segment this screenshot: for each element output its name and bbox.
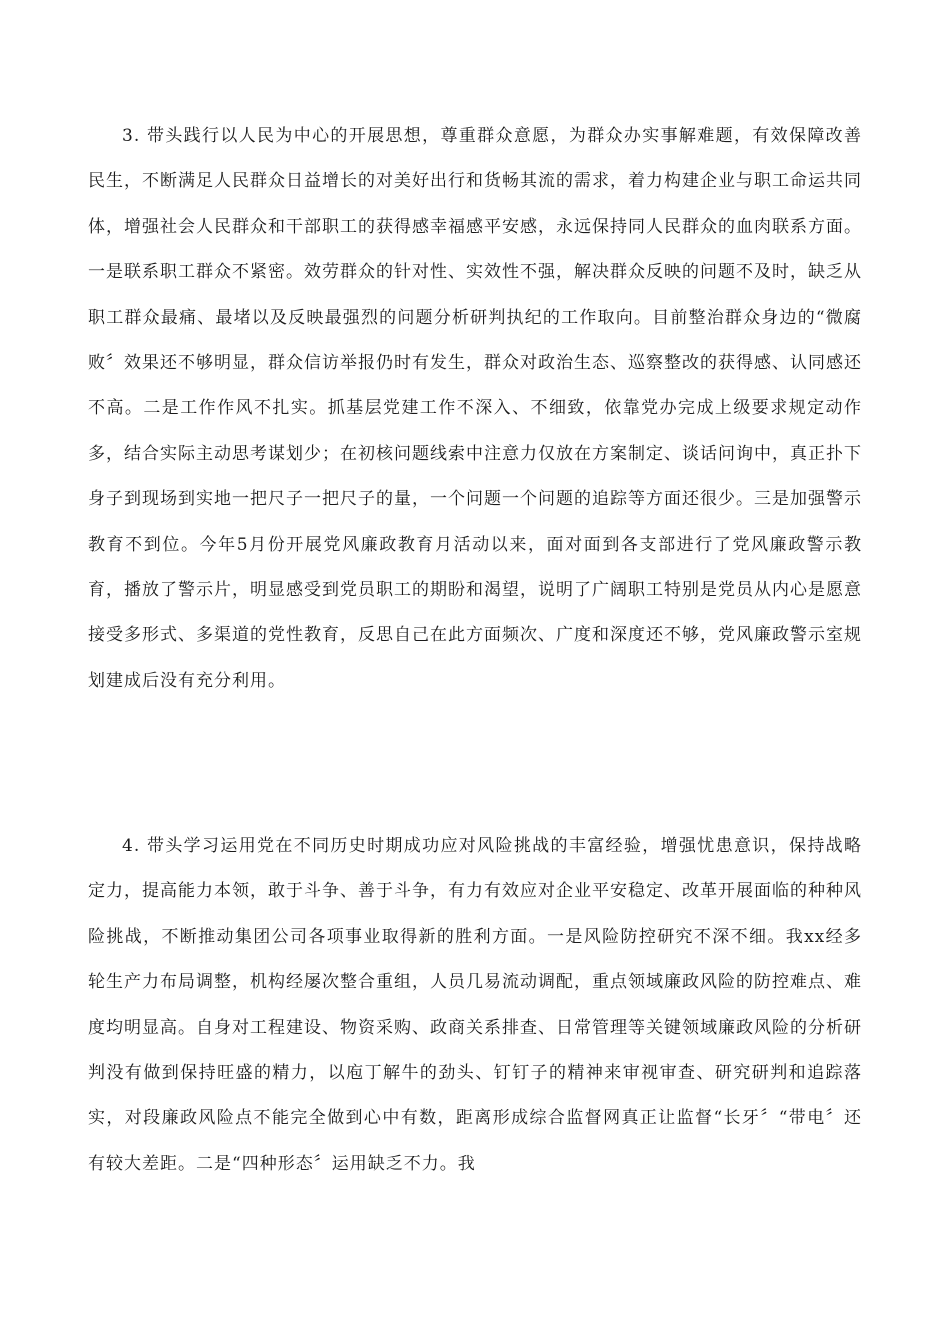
paragraph-3 xyxy=(88,114,862,704)
paragraph-number: 4. xyxy=(122,836,141,856)
paragraph-4 xyxy=(88,824,862,1187)
paragraph-text: 带头学习运用党在不同历史时期成功应对风险挑战的丰富经验，增强忧患意识，保持战略定力，提高能力本领，敢于斗争、善于斗争，有力有效应对企业平安稳定、改革开展面临的种种风险挑战，不断推动集团公司各项事业取得新的胜利方面。一是风险防控研究不深不细。我xx经多轮生产力布局调整，机构经屡次整合重组，人员几易流动调配，重点领域廉政风险的防控难点、难度均明显高。自身对工程建设、物资采购、政商关系排查、日常管理等关键领域廉政风险的分析研判没有做到保持旺盛的精力，以庖丁解牛的劲头、钉钉子的精神来审视审查、研究研判和追踪落实，对段廉政风险点不能完全做到心中有数，距离形成综合监督网真正让监督“长牙〞“带电〞还有较大差距。二是“四种形态〞运用缺乏不力。我 xyxy=(88,836,862,1174)
paragraph-number: 3. xyxy=(122,126,141,146)
paragraph-text: 带头践行以人民为中心的开展思想，尊重群众意愿，为群众办实事解难题，有效保障改善民生，不断满足人民群众日益增长的对美好出行和货畅其流的需求，着力构建企业与职工命运共同体，增强社会人民群众和干部职工的获得感幸福感平安感，永远保持同人民群众的血肉联系方面。一是联系职工群众不紧密。效劳群众的针对性、实效性不强，解决群众反映的问题不及时，缺乏从职工群众最痛、最堵以及反映最强烈的问题分析研判执纪的工作取向。目前整治群众身边的“微腐败〞效果还不够明显，群众信访举报仍时有发生，群众对政治生态、巡察整改的获得感、认同感还不高。二是工作作风不扎实。抓基层党建工作不深入、不细致，依靠党办完成上级要求规定动作多，结合实际主动思考谋划少；在初核问题线索中注意力仅放在方案制定、谈话问询中，真正扑下身子到现场到实地一把尺子一把尺子的量，一个问题一个问题的追踪等方面还很少。三是加强警示教育不到位。今年5月份开展党风廉政教育月活动以来，面对面到各支部进行了党风廉政警示教育，播放了警示片，明显感受到党员职工的期盼和渴望，说明了广阔职工特别是党员从内心是愿意接受多形式、多渠道的党性教育，反思自己在此方面频次、广度和深度还不够，党风廉政警示室规划建成后没有充分利用。 xyxy=(88,126,862,691)
